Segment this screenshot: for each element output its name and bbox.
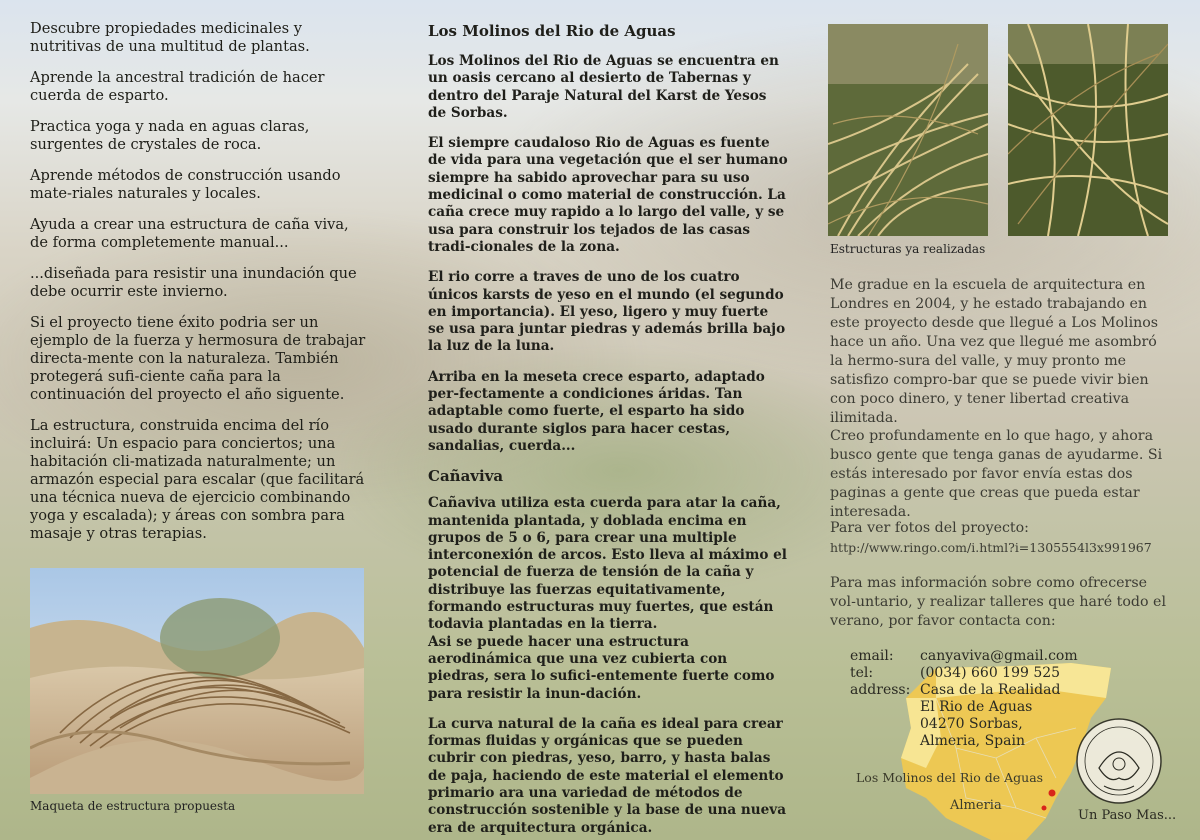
address-line: Casa de la Realidad: [920, 682, 1061, 698]
proposed-structure-model-photo: [30, 568, 364, 794]
left-paragraph: Si el proyecto tiene éxito podria ser un ejemplo de la fuerza y hermosura de trabajar directa-mente con la naturaleza. También protegerá sufi-ciente caña para la continuación del proyecto el año siguente.: [30, 314, 366, 403]
left-photo-caption: Maqueta de estructura propuesta: [30, 799, 236, 813]
middle-paragraph: El siempre caudaloso Rio de Aguas es fuente de vida para una vegetación que el ser humano siempre ha sabido aprovechar para su uso medicinal o como material de construcción. La caña crece muy rapido a lo largo del valle, y se usa para construir los tejados de las casas tradi-cionales de la zona.: [428, 135, 788, 255]
left-paragraph: Practica yoga y nada en aguas claras, surgentes de crystales de roca.: [30, 118, 310, 153]
tel-label: tel:: [850, 665, 874, 681]
middle-paragraph: Asi se puede hacer una estructura aerodinámica que una vez cubierta con piedras, sera lo sufici-entemente fuerte como para resistir la inun-dación.: [428, 633, 775, 702]
middle-column: [428, 0, 788, 840]
left-paragraph: Ayuda a crear una estructura de caña viva, de forma completemente manual...: [30, 216, 349, 251]
section-heading-molinos: Los Molinos del Rio de Aguas: [428, 22, 676, 40]
middle-paragraph: Arriba en la meseta crece esparto, adaptado per-fectamente a condiciones áridas. Tan adaptable como fuerte, el esparto ha sido usado durante siglos para hacer cestas, sandalias, cuerda...: [428, 368, 765, 454]
section-heading-canaviva: Cañaviva: [428, 467, 504, 486]
right-paragraph: Me gradue en la escuela de arquitectura en Londres en 2004, y he estado trabajando en este proyecto desde que llegué a Los Molinos hace un año. Una vez que llegué me asombró la hermo-sura del valle, y muy pronto me satisfizo compro-bar que se puede vivir bien con poco dinero, y tener libertad creativa ilimitada.: [830, 277, 1159, 426]
right-column: [828, 0, 1200, 840]
address-line: El Rio de Aguas: [920, 699, 1033, 715]
middle-paragraph: El rio corre a traves de uno de los cuatro únicos karsts de yeso en el mundo (el segundo en importancia). El yeso, ligero y muy fuerte se usa para juntar piedras y además brilla bajo la luz de la luna.: [428, 269, 786, 355]
address-label: address:: [850, 682, 911, 698]
address-line: Almeria, Spain: [920, 733, 1025, 749]
tagline: Un Paso Mas...: [1078, 808, 1177, 823]
right-photo-caption: Estructuras ya realizadas: [830, 242, 986, 256]
project-photos-link[interactable]: http://www.ringo.com/i.html?i=1305554l3x991967: [830, 540, 1152, 555]
email-label: email:: [850, 648, 894, 664]
email-link[interactable]: canyaviva@gmail.com: [920, 648, 1078, 664]
middle-paragraph: La curva natural de la caña es ideal para crear formas fluidas y orgánicas que se pueden cubrir con piedras, yeso, barro, y hasta balas de paja, haciendo de este material el elemento primario ara una variedad de métodos de construcción sostenible y la base de una nueva era de arquitectura orgánica.: [428, 715, 787, 836]
right-paragraph: Creo profundamente en lo que hago, y ahora busco gente que tenga ganas de ayudarme. Si estás interesado por favor envía estas dos paginas a gente que creas que pueda estar interesada.: [830, 428, 1163, 520]
map-city-label: Almeria: [950, 798, 1002, 813]
middle-paragraph: Cañaviva utiliza esta cuerda para atar la caña, mantenida plantada, y doblada encima en grupos de 5 o 6, para crear una multiple interconexión de arcos. Esto lleva al máximo el potencial de fuerza de tensión de la caña y distribuye las fuerzas equitativamente, formando estructuras muy fuertes, que están todavia plantadas en la tierra.: [428, 495, 787, 633]
left-paragraph: Descubre propiedades medicinales y nutritivas de una multitud de plantas.: [30, 20, 310, 55]
map-place-label: Los Molinos del Rio de Aguas: [856, 770, 1044, 785]
tel-value: (0034) 660 199 525: [920, 665, 1061, 681]
right-paragraph: Para mas información sobre como ofrecerse vol-untario, y realizar talleres que haré todo el verano, por favor contacta con:: [830, 575, 1166, 629]
left-paragraph: Aprende métodos de construcción usando mate-riales naturales y locales.: [30, 167, 341, 202]
left-paragraph: ...diseñada para resistir una inundación que debe ocurrir este invierno.: [30, 265, 357, 300]
left-paragraph: La estructura, construida encima del río incluirá: Un espacio para conciertos; una habitación cli-matizada naturalmente; un armazón especial para escalar (que facilitará una técnica nueva de ejercicio combinando yoga y escalada); y áreas con sombra para masaje y otras terapias.: [30, 417, 365, 542]
left-paragraph: Aprende la ancestral tradición de hacer cuerda de esparto.: [30, 69, 325, 104]
contact-block: [850, 648, 1078, 750]
address-line: 04270 Sorbas,: [920, 716, 1023, 732]
right-paragraph: Para ver fotos del proyecto:: [830, 520, 1029, 536]
middle-paragraph: Los Molinos del Rio de Aguas se encuentra en un oasis cercano al desierto de Tabernas y dentro del Paraje Natural del Karst de Yesos de Sorbas.: [428, 53, 779, 121]
un-paso-mas-logo: [1074, 716, 1164, 806]
